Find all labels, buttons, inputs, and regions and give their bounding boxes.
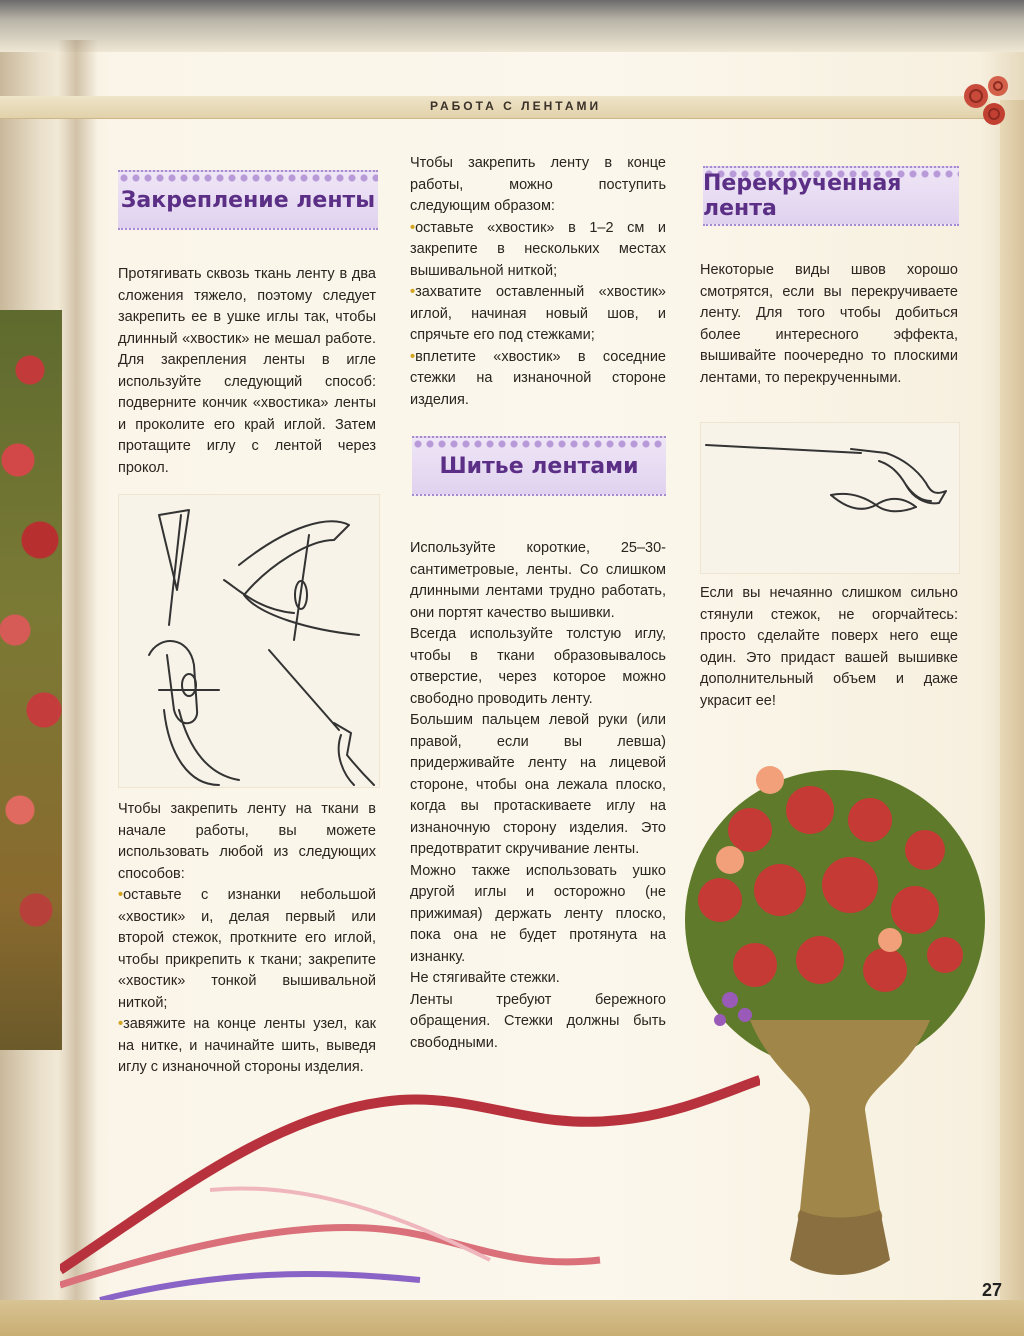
heading-ribbon-sewing — [412, 436, 666, 496]
heading-twisted-ribbon — [703, 166, 959, 226]
bottom-page-band — [0, 1300, 1024, 1336]
paragraph: Ленты требуют бережного обращения. Стежки должны быть свободными. — [410, 991, 666, 1051]
paragraph: Некоторые виды швов хорошо смотрятся, если вы перекручиваете ленту. Для того чтобы добиться более интересного эффекта, вышивайте поочередно то плоскими лентами, то перекрученными. — [700, 262, 958, 386]
left-page-photo-edge — [0, 310, 62, 1050]
right-page-edge — [1000, 100, 1024, 1336]
paragraph: Всегда используйте толстую иглу, чтобы в ткани образовывалось отверстие, через которое можно свободно проводить ленту. — [410, 626, 666, 707]
col2-sewing-text — [410, 538, 666, 1054]
col3-fix-text — [700, 583, 958, 712]
decorative-ribbons — [60, 1070, 760, 1300]
running-header-title: РАБОТА С ЛЕНТАМИ — [430, 99, 602, 113]
col2-end-text — [410, 153, 666, 411]
rose-ornament-icon — [962, 72, 1012, 132]
col1-methods-text — [118, 799, 376, 1079]
ribbon-needle-threading-illustration — [118, 494, 380, 788]
col3-intro-text — [700, 260, 958, 389]
paragraph: Не стягивайте стежки. — [410, 970, 560, 986]
bullet-item: • вплетите «хвостик» в соседние стежки на изнаночной стороне изделия. — [410, 347, 666, 412]
paragraph: Чтобы закрепить ленту в конце работы, можно поступить следующим образом: — [410, 155, 666, 214]
page-number: 27 — [982, 1280, 1003, 1300]
paragraph: Используйте короткие, 25–30-сантиметровые, ленты. Со слишком длинными лентами трудно работать, они портят качество вышивки. — [410, 540, 666, 621]
paragraph: Если вы нечаянно слишком сильно стянули стежок, не огорчайтесь: просто сделайте поверх него еще один. Это придаст вашей вышивке дополнительный объем и даже украсит ее! — [700, 585, 958, 709]
heading-text: Перекрученная лента — [703, 171, 902, 221]
paragraph: Чтобы закрепить ленту на ткани в начале работы, вы можете использовать любой из следующих способов: — [118, 801, 376, 882]
twisted-ribbon-illustration — [700, 422, 960, 574]
bullet-item: • оставьте «хвостик» в 1–2 см и закрепите в нескольких местах вышивальной ниткой; — [410, 218, 666, 283]
heading-text: Закрепление ленты — [120, 187, 376, 213]
bullet-item: • захватите оставленный «хвостик» иглой, начиная новый шов, и спрячьте его под стежками; — [410, 282, 666, 347]
col1-intro-text — [118, 264, 376, 479]
paragraph: Можно также использовать ушко другой иглы и осторожно (не прижимая) держать ленту плоско, пока она не будет протянута на изнанку. — [410, 862, 666, 965]
bullet-item: • оставьте с изнанки небольшой «хвостик» и, делая первый или второй стежок, проткните его иглой, чтобы прикрепить к ткани; закрепите «хвостик» тонкой вышивальной ниткой; — [118, 885, 376, 1014]
paragraph: Большим пальцем левой руки (или правой, если вы левша) придерживайте ленту на лицевой стороне, чтобы она лежала плоско, когда вы протаскиваете иглу на изнаночную сторону изделия. Это предотвратит скручивание ленты. — [410, 712, 666, 857]
heading-text: Шитье лентами — [439, 453, 639, 479]
heading-securing-ribbon — [118, 170, 378, 230]
paragraph: Протягивать сквозь ткань ленту в два сложения тяжело, поэтому следует закрепить ее в ушке иглы так, чтобы длинный «хвостик» не мешал работе. Для закрепления ленты в игле используйте следующий способ: подверните кончик «хвостика» ленты и проколите его край иглой. Затем протащите иглу с лентой через прокол. — [118, 266, 376, 476]
bullet-item: • завяжите на конце ленты узел, как на нитке, и начинайте шить, выведя иглу с изнаночной стороны изделия. — [118, 1014, 376, 1079]
scan-top-shadow — [0, 0, 1024, 52]
